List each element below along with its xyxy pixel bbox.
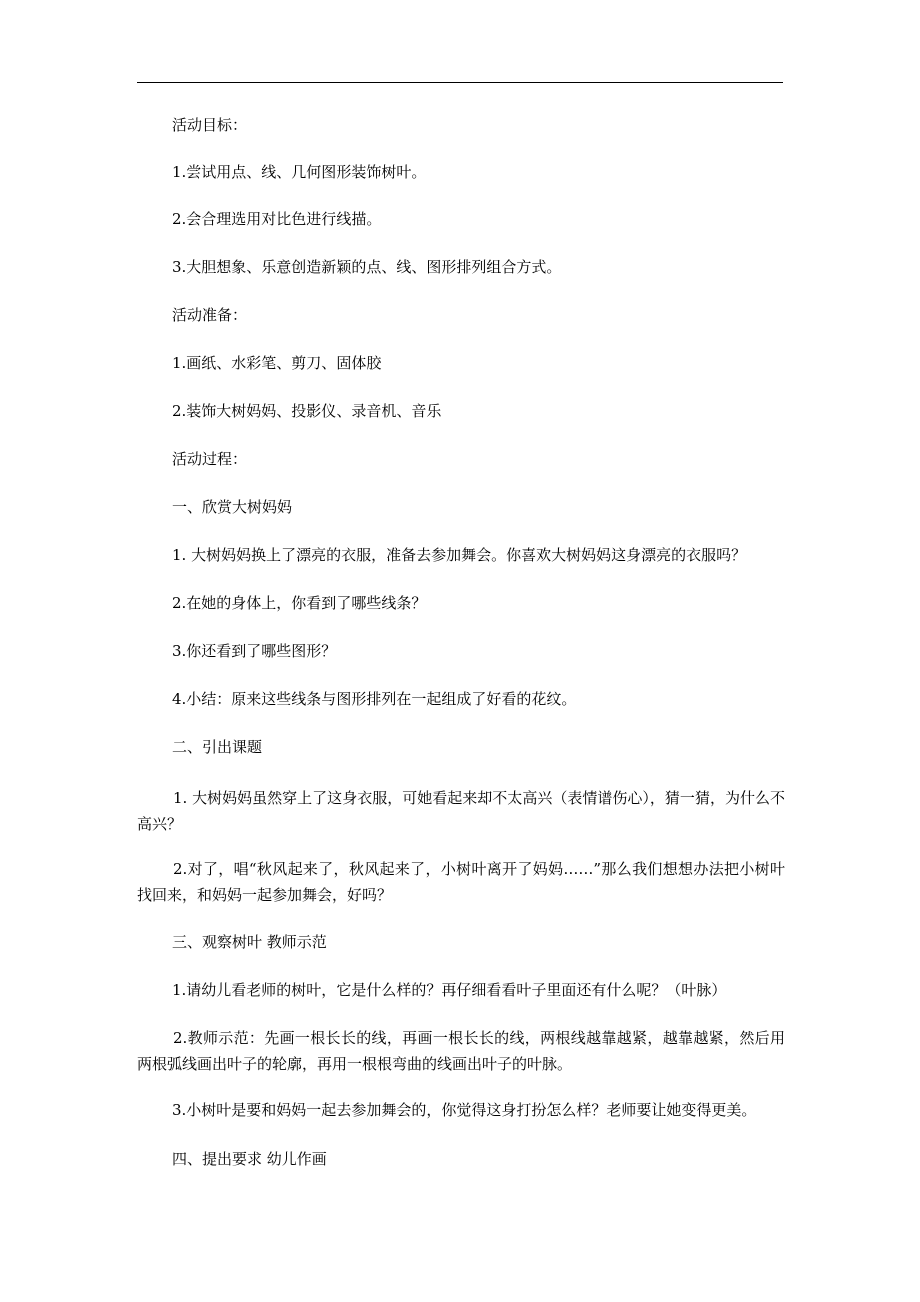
heading-activity-goals: 活动目标： bbox=[172, 116, 248, 134]
section3-item-3: 3.小树叶是要和妈妈一起去参加舞会的，你觉得这身打扮怎么样？老师要让她变得更美。 bbox=[172, 1101, 757, 1119]
section3-item-2: 2.教师示范：先画一根长长的线，再画一根长长的线，两根线越靠越紧，越靠越紧，然后用两根弧线画出叶子的轮廓，再用一根根弯曲的线画出叶子的叶脉。 bbox=[137, 1029, 785, 1073]
section3-item-1: 1.请幼儿看老师的树叶，它是什么样的？再仔细看看叶子里面还有什么呢？（叶脉） bbox=[172, 981, 727, 999]
preparation-item-2: 2.装饰大树妈妈、投影仪、录音机、音乐 bbox=[172, 402, 442, 420]
header-rule bbox=[137, 82, 783, 83]
section1-item-3: 3.你还看到了哪些图形？ bbox=[172, 642, 337, 660]
section1-item-2: 2.在她的身体上，你看到了哪些线条？ bbox=[172, 594, 427, 612]
section-heading-1: 一、欣赏大树妈妈 bbox=[172, 498, 293, 516]
goal-item-2: 2.会合理选用对比色进行线描。 bbox=[172, 210, 382, 228]
goal-item-3: 3.大胆想象、乐意创造新颖的点、线、图形排列组合方式。 bbox=[172, 258, 562, 276]
heading-activity-process: 活动过程： bbox=[172, 450, 248, 468]
section2-item-2: 2.对了，唱“秋风起来了，秋风起来了，小树叶离开了妈妈……”那么我们想想办法把小树叶找回来，和妈妈一起参加舞会，好吗？ bbox=[137, 860, 785, 904]
section2-item-1: 1. 大树妈妈虽然穿上了这身衣服，可她看起来却不太高兴（表情谱伤心），猜一猜，为什么不高兴？ bbox=[137, 789, 785, 833]
section1-item-1: 1. 大树妈妈换上了漂亮的衣服，准备去参加舞会。你喜欢大树妈妈这身漂亮的衣服吗？ bbox=[172, 546, 747, 564]
goal-item-1: 1.尝试用点、线、几何图形装饰树叶。 bbox=[172, 163, 427, 181]
section-heading-4: 四、提出要求 幼儿作画 bbox=[172, 1150, 327, 1168]
section1-summary: 4.小结：原来这些线条与图形排列在一起组成了好看的花纹。 bbox=[172, 690, 577, 708]
heading-activity-preparation: 活动准备： bbox=[172, 306, 248, 324]
preparation-item-1: 1.画纸、水彩笔、剪刀、固体胶 bbox=[172, 354, 382, 372]
section-heading-3: 三、观察树叶 教师示范 bbox=[172, 933, 327, 951]
section-heading-2: 二、引出课题 bbox=[172, 738, 263, 756]
